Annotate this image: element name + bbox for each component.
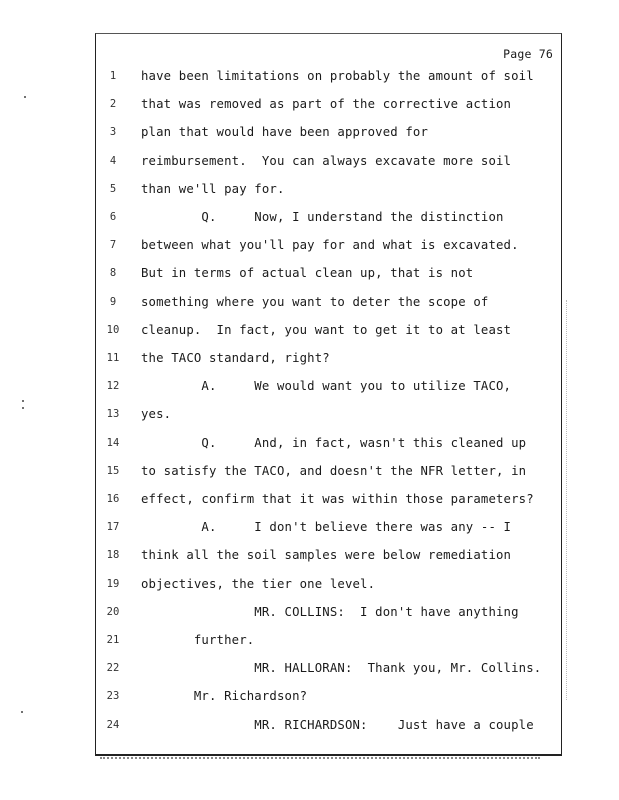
line-number: 3 bbox=[109, 126, 117, 139]
line-number: 5 bbox=[109, 182, 117, 195]
line-number: 9 bbox=[109, 295, 117, 308]
line-text: the TACO standard, right? bbox=[141, 351, 330, 365]
line-text: MR. HALLORAN: Thank you, Mr. Collins. bbox=[141, 661, 542, 676]
line-text: Q. And, in fact, wasn't this cleaned up bbox=[141, 435, 527, 450]
transcript-line bbox=[96, 151, 561, 171]
transcript-line bbox=[96, 235, 561, 255]
transcript-page bbox=[95, 33, 562, 756]
scan-speck bbox=[21, 711, 23, 713]
line-text: that was removed as part of the corrective action bbox=[141, 97, 512, 112]
line-text: reimbursement. You can always excavate more soil bbox=[141, 153, 512, 168]
transcript-line bbox=[96, 179, 561, 199]
line-number: 20 bbox=[106, 605, 120, 618]
line-number: 7 bbox=[109, 239, 117, 252]
line-number: 22 bbox=[106, 662, 120, 675]
line-text: think all the soil samples were below remediation bbox=[141, 548, 512, 563]
transcript-line bbox=[96, 66, 561, 86]
transcript-line bbox=[96, 263, 561, 283]
line-number: 16 bbox=[106, 493, 120, 505]
line-number: 15 bbox=[106, 464, 120, 477]
line-text: cleanup. In fact, you want to get it to at least bbox=[141, 322, 512, 337]
line-text: Q. Now, I understand the distinction bbox=[141, 210, 504, 224]
page-bottom-border bbox=[95, 754, 562, 756]
scan-speck bbox=[22, 407, 24, 409]
footer-strip bbox=[100, 757, 540, 763]
line-text: Mr. Richardson? bbox=[141, 689, 308, 704]
transcript-line bbox=[96, 630, 561, 650]
line-text: MR. RICHARDSON: Just have a couple bbox=[141, 717, 534, 732]
line-number: 4 bbox=[109, 154, 117, 167]
line-number: 18 bbox=[106, 549, 120, 562]
transcript-line bbox=[96, 461, 561, 481]
line-number: 1 bbox=[109, 70, 117, 82]
line-text: plan that would have been approved for bbox=[141, 125, 429, 140]
line-number: 23 bbox=[106, 690, 120, 703]
transcript-line bbox=[96, 574, 561, 594]
transcript-line bbox=[96, 320, 561, 340]
transcript-line bbox=[96, 376, 561, 396]
line-number: 21 bbox=[106, 634, 120, 646]
line-text: But in terms of actual clean up, that is not bbox=[141, 266, 474, 281]
right-margin-rule bbox=[566, 300, 567, 700]
transcript-line bbox=[96, 658, 561, 678]
line-text: yes. bbox=[141, 407, 172, 422]
scan-speck bbox=[22, 400, 24, 402]
transcript-line bbox=[96, 348, 561, 368]
line-number: 19 bbox=[106, 577, 120, 590]
line-text: between what you'll pay for and what is excavated. bbox=[141, 238, 519, 253]
line-number: 17 bbox=[106, 521, 120, 534]
line-text: than we'll pay for. bbox=[141, 181, 285, 196]
page-number: Page 76 bbox=[503, 47, 553, 61]
transcript-line bbox=[96, 602, 561, 622]
line-text: to satisfy the TACO, and doesn't the NFR letter, in bbox=[141, 463, 527, 478]
line-number: 2 bbox=[109, 98, 117, 111]
transcript-line bbox=[96, 489, 561, 509]
line-number: 13 bbox=[106, 408, 120, 421]
line-number: 12 bbox=[106, 380, 120, 393]
line-text: MR. COLLINS: I don't have anything bbox=[141, 604, 519, 619]
line-number: 10 bbox=[106, 323, 120, 336]
line-number: 24 bbox=[106, 718, 120, 731]
transcript-line bbox=[96, 517, 561, 537]
transcript-line bbox=[96, 404, 561, 424]
transcript-line bbox=[96, 207, 561, 227]
line-text: objectives, the tier one level. bbox=[141, 576, 376, 591]
line-text: A. We would want you to utilize TACO, bbox=[141, 379, 512, 394]
transcript-line bbox=[96, 715, 561, 735]
scan-speck bbox=[24, 96, 26, 98]
line-text: further. bbox=[141, 633, 255, 647]
line-number: 14 bbox=[106, 436, 120, 449]
line-number: 11 bbox=[106, 352, 120, 364]
transcript-line bbox=[96, 94, 561, 114]
transcript-line bbox=[96, 545, 561, 565]
line-number: 6 bbox=[109, 211, 117, 223]
line-text: something where you want to deter the scope of bbox=[141, 294, 489, 309]
line-text: have been limitations on probably the amount of soil bbox=[141, 69, 534, 83]
line-text: effect, confirm that it was within those parameters? bbox=[141, 492, 534, 506]
transcript-line bbox=[96, 292, 561, 312]
transcript-line bbox=[96, 122, 561, 142]
line-text: A. I don't believe there was any -- I bbox=[141, 520, 512, 535]
line-number: 8 bbox=[109, 267, 117, 280]
transcript-line bbox=[96, 433, 561, 453]
transcript-line bbox=[96, 686, 561, 706]
